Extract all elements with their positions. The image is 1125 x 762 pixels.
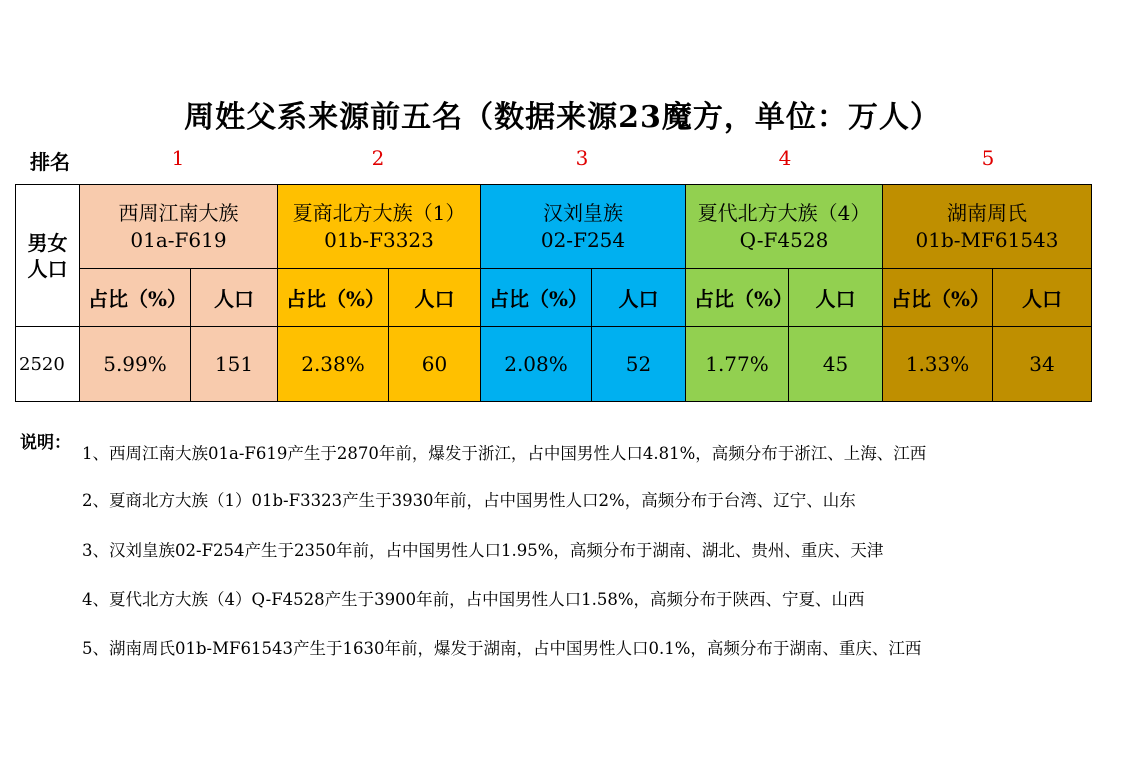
population-table bbox=[15, 184, 1092, 402]
population-header: 人口 bbox=[191, 269, 278, 327]
note-2: 2、夏商北方大族（1）01b-F3323产生于3930年前，占中国男性人口2%，高频分布于台湾、辽宁、山东 bbox=[82, 491, 856, 510]
share-value-1: 5.99% bbox=[80, 327, 191, 402]
population-value-3: 52 bbox=[592, 327, 686, 402]
rank-label: 排名 bbox=[30, 150, 70, 174]
group-header-4 bbox=[686, 185, 883, 269]
note-1: 1、西周江南大族01a-F619产生于2870年前，爆发于浙江，占中国男性人口4.81%，高频分布于浙江、上海、江西 bbox=[82, 444, 927, 463]
population-value-5: 34 bbox=[993, 327, 1092, 402]
share-value-4: 1.77% bbox=[686, 327, 789, 402]
group-name: 汉刘皇族 bbox=[543, 200, 623, 225]
rank-number-4: 4 bbox=[778, 146, 792, 170]
row-header-line1: 男女 bbox=[27, 230, 68, 255]
group-header-3 bbox=[481, 185, 686, 269]
rank-number-2: 2 bbox=[371, 146, 385, 170]
group-header-5 bbox=[883, 185, 1092, 269]
note-5: 5、湖南周氏01b-MF61543产生于1630年前，爆发于湖南，占中国男性人口0.1%，高频分布于湖南、重庆、江西 bbox=[82, 639, 922, 658]
group-name: 湖南周氏 bbox=[947, 200, 1027, 225]
group-code: 01b-F3323 bbox=[324, 227, 434, 252]
share-value-5: 1.33% bbox=[883, 327, 993, 402]
group-name: 夏商北方大族（1） bbox=[292, 200, 466, 225]
share-header: 占比（%） bbox=[481, 269, 592, 327]
population-header: 人口 bbox=[789, 269, 883, 327]
group-code: 02-F254 bbox=[540, 227, 626, 252]
group-code: 01a-F619 bbox=[130, 227, 227, 252]
population-value-2: 60 bbox=[389, 327, 481, 402]
notes-label: 说明： bbox=[20, 433, 71, 453]
group-header-1 bbox=[80, 185, 278, 269]
population-value-4: 45 bbox=[789, 327, 883, 402]
population-header: 人口 bbox=[592, 269, 686, 327]
share-header: 占比（%） bbox=[278, 269, 389, 327]
group-code: Q-F4528 bbox=[739, 227, 829, 252]
share-header: 占比（%） bbox=[883, 269, 993, 327]
year-cell: 2520 bbox=[16, 327, 80, 402]
note-4: 4、夏代北方大族（4）Q-F4528产生于3900年前，占中国男性人口1.58%，高频分布于陕西、宁夏、山西 bbox=[82, 590, 865, 609]
share-header: 占比（%） bbox=[80, 269, 191, 327]
share-value-2: 2.38% bbox=[278, 327, 389, 402]
rank-number-3: 3 bbox=[575, 146, 589, 170]
group-code: 01b-MF61543 bbox=[915, 227, 1059, 252]
group-name: 西周江南大族 bbox=[118, 200, 239, 225]
rank-number-5: 5 bbox=[981, 146, 995, 170]
share-value-3: 2.08% bbox=[481, 327, 592, 402]
group-header-2 bbox=[278, 185, 481, 269]
row-header-population bbox=[16, 185, 80, 327]
population-value-1: 151 bbox=[191, 327, 278, 402]
rank-number-1: 1 bbox=[171, 146, 185, 170]
population-header: 人口 bbox=[389, 269, 481, 327]
population-header: 人口 bbox=[993, 269, 1092, 327]
note-3: 3、汉刘皇族02-F254产生于2350年前，占中国男性人口1.95%，高频分布于湖南、湖北、贵州、重庆、天津 bbox=[82, 541, 884, 560]
row-header-line2: 人口 bbox=[27, 256, 68, 281]
share-header: 占比（%） bbox=[686, 269, 789, 327]
group-name: 夏代北方大族（4） bbox=[697, 200, 871, 225]
page-title: 周姓父系来源前五名（数据来源23魔方，单位：万人） bbox=[184, 100, 941, 135]
